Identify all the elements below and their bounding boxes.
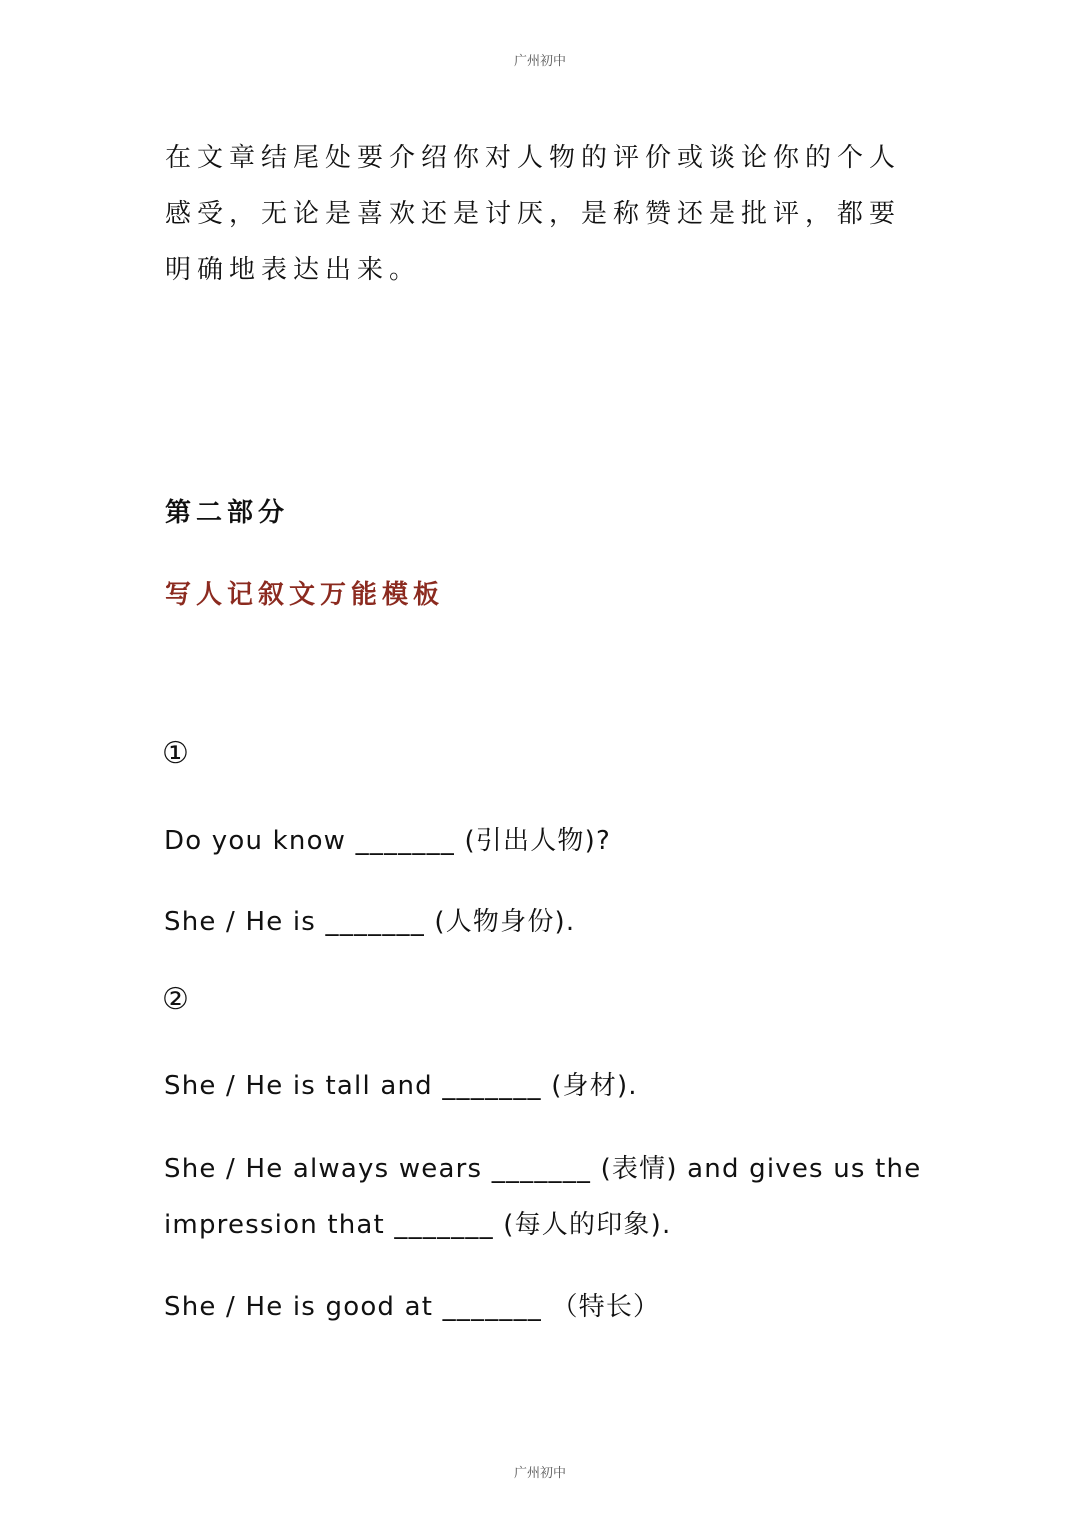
template-line: She / He is good at _______ （特长） xyxy=(164,1292,661,1322)
template-title: 写人记叙文万能模板 xyxy=(165,580,445,610)
template-line: Do you know _______ (引出人物)? xyxy=(164,826,611,856)
page-footer: 广州初中 xyxy=(513,1466,566,1481)
intro-paragraph: 在文章结尾处要介绍你对人物的评价或谈论你的个人感受，无论是喜欢还是讨厌，是称赞还是批评，都要明确地表达出来。 xyxy=(165,143,902,285)
template-line: She / He is _______ (人物身份). xyxy=(164,907,576,937)
section-marker-1: ① xyxy=(162,736,189,771)
section-heading: 第二部分 xyxy=(165,498,290,528)
template-line: She / He always wears _______ (表情) and gives us the xyxy=(164,1154,922,1184)
page-header: 广州初中 xyxy=(513,54,566,69)
template-line: impression that _______ (每人的印象). xyxy=(164,1210,672,1240)
template-line: She / He is tall and _______ (身材). xyxy=(164,1071,638,1101)
section-marker-2: ② xyxy=(162,982,189,1017)
